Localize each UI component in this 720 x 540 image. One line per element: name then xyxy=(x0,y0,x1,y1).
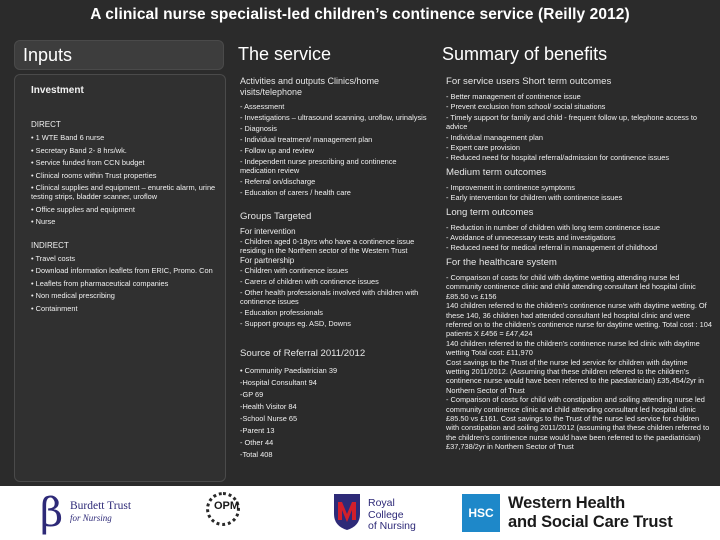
beta-symbol-icon: β xyxy=(40,490,64,536)
list-item: - Prevent exclusion from school/ social situations xyxy=(446,102,606,112)
activities-label: Activities and outputs Clinics/home visits/telephone xyxy=(240,76,380,97)
medium-term-label: Medium term outcomes xyxy=(446,166,547,178)
list-item: - Avoidance of unnecessary tests and investigations xyxy=(446,233,616,243)
list-item: • Nurse xyxy=(31,217,56,227)
list-item: - Independent nurse prescribing and continence medication review xyxy=(240,156,397,175)
benefits-panel xyxy=(440,74,720,482)
list-item: - Reduced need for medical referral in management of childhood xyxy=(446,243,658,253)
list-item: • Service funded from CCN budget xyxy=(31,158,145,168)
list-item: - Individual treatment/ management plan xyxy=(240,134,373,144)
hsc-line-2: and Social Care Trust xyxy=(508,513,673,531)
list-item: • Leaflets from pharmaceutical companies xyxy=(31,278,169,288)
list-item: - Assessment xyxy=(240,102,285,111)
list-item: - Improvement in continence symptoms xyxy=(446,182,575,192)
investment-label: Investment xyxy=(31,85,84,96)
intervention-label: For intervention xyxy=(240,227,296,237)
users-label: For service users Short term outcomes xyxy=(446,76,612,87)
list-item: 140 children referred to the children’s continence nurse led clinic with daytime wetting Total cost: £11,970 xyxy=(446,338,700,358)
slide-title: A clinical nurse specialist-led children’s continence service (Reilly 2012) xyxy=(90,6,630,23)
list-item: -Hospital Consultant 94 xyxy=(240,378,317,388)
list-item: - Carers of children with continence issues xyxy=(240,276,379,286)
list-item: • Secretary Band 2- 8 hrs/wk. xyxy=(31,145,127,155)
partnership-list xyxy=(240,266,434,328)
list-item: • Download information leaflets from ERIC, Promo. Con xyxy=(31,266,213,276)
inputs-panel xyxy=(14,74,226,482)
list-item: - Education of carers / health care xyxy=(240,187,351,197)
groups-label: Groups Targeted xyxy=(240,211,312,223)
healthcare-list xyxy=(446,273,712,452)
healthcare-label: For the healthcare system xyxy=(446,256,557,268)
list-item: • Community Paediatrician 39 xyxy=(240,366,338,376)
rcn-shield-icon xyxy=(332,492,362,532)
list-item: - Early intervention for children with continence issues xyxy=(446,193,623,203)
long-term-list xyxy=(446,223,712,253)
list-item: - Comparison of costs for child with constipation and soiling attending nurse led community continence clinic and child attending consultant led hospital clinic £85.50 vs £161. Cost savings to the Trust of the nurse led service for children with constipation and soiling 2011/2012 (assuming that these children referred to the children’s continence nurse would have been referred to the paediatrician) £37,738/2yr in Northern Sector of Trust xyxy=(446,395,710,452)
list-item: - Other 44 xyxy=(240,437,274,447)
list-item: • 1 WTE Band 6 nurse xyxy=(31,133,105,143)
list-item: • Travel costs xyxy=(31,254,76,264)
list-item: Cost savings to the Trust of the nurse led service for children with daytime wetting 2011/2012. (Assuming that these children referred to the children’s continence nurse would have been referred to the paediatrician) £35,454/2yr in Northern Sector of Trust xyxy=(446,357,705,395)
activities-list xyxy=(240,102,434,197)
hsc-line-1: Western Health xyxy=(508,494,626,512)
list-item: - Education professionals xyxy=(240,307,323,317)
service-panel xyxy=(234,74,434,482)
indirect-list xyxy=(31,254,217,313)
list-item: -Health Visitor 84 xyxy=(240,401,297,411)
list-item: • Office supplies and equipment xyxy=(31,204,135,214)
opm-logo xyxy=(200,486,270,540)
burdett-trust-logo xyxy=(40,486,160,540)
list-item: - Follow up and review xyxy=(240,145,314,155)
list-item: - Expert care provision xyxy=(446,143,520,153)
list-item: - Diagnosis xyxy=(240,123,277,133)
rcn-logo xyxy=(332,486,432,540)
benefits-heading: Summary of benefits xyxy=(442,44,608,64)
medium-term-list xyxy=(446,183,712,203)
list-item: • Clinical supplies and equipment – enuretic alarm, urine testing strips, bladder scanner, uroflow xyxy=(31,183,216,202)
opm-name: OPM xyxy=(214,500,240,512)
referral-label: Source of Referral 2011/2012 xyxy=(240,348,366,360)
hsc-logo xyxy=(458,486,720,540)
long-term-label: Long term outcomes xyxy=(446,206,534,218)
burdett-sub: for Nursing xyxy=(70,513,112,523)
list-item: -GP 69 xyxy=(240,390,264,400)
list-item: -Parent 13 xyxy=(240,425,275,435)
list-item: - Individual management plan xyxy=(446,132,543,142)
list-item: • Non medical prescribing xyxy=(31,291,115,301)
direct-label: DIRECT xyxy=(31,120,61,129)
list-item: - Children with continence issues xyxy=(240,265,349,275)
burdett-name: Burdett Trust xyxy=(70,500,132,512)
list-item: - Support groups eg. ASD, Downs xyxy=(240,318,351,328)
service-heading: The service xyxy=(238,44,332,64)
logo-strip xyxy=(0,486,720,540)
inputs-heading: Inputs xyxy=(14,40,224,70)
partnership-label: For partnership xyxy=(240,256,295,266)
direct-list xyxy=(31,133,217,226)
list-item: - Investigations – ultrasound scanning, uroflow, urinalysis xyxy=(240,112,427,122)
list-item: -School Nurse 65 xyxy=(240,413,298,423)
hsc-badge: HSC xyxy=(462,494,500,532)
list-item: • Clinical rooms within Trust properties xyxy=(31,170,157,180)
referral-list xyxy=(240,366,434,459)
list-item: - Children aged 0-18yrs who have a continence issue residing in the Northern sector of the Western Trust xyxy=(240,236,415,255)
rcn-line-2: of Nursing xyxy=(368,520,416,532)
list-item: - Reduction in number of children with long term continence issue xyxy=(446,222,661,232)
list-item: - Comparison of costs for child with daytime wetting attending nurse led community continence clinic and child attending consultant led hospital clinic £85.50 vs £156 xyxy=(446,272,696,301)
rcn-line-1: Royal College xyxy=(368,497,404,521)
list-item: - Better management of continence issue xyxy=(446,92,581,101)
list-item: 140 children referred to the children’s continence nurse with daytime wetting. Of these 140, 36 children had attended consultant led hospital clinic and were referred on to the children’s continence nurse for daytime wetting. Total cost : 104 patients X £456 = £47,424 xyxy=(446,301,712,339)
list-item: - Referral on/discharge xyxy=(240,176,316,186)
list-item: - Other health professionals involved with children with continence issues xyxy=(240,287,419,306)
list-item: -Total 408 xyxy=(240,449,273,459)
list-item: • Containment xyxy=(31,303,78,313)
list-item: - Reduced need for hospital referral/admission for continence issues xyxy=(446,153,670,163)
short-term-list xyxy=(446,92,712,163)
list-item: - Timely support for family and child - frequent follow up, telephone access to advice xyxy=(446,112,697,132)
indirect-label: INDIRECT xyxy=(31,240,69,250)
